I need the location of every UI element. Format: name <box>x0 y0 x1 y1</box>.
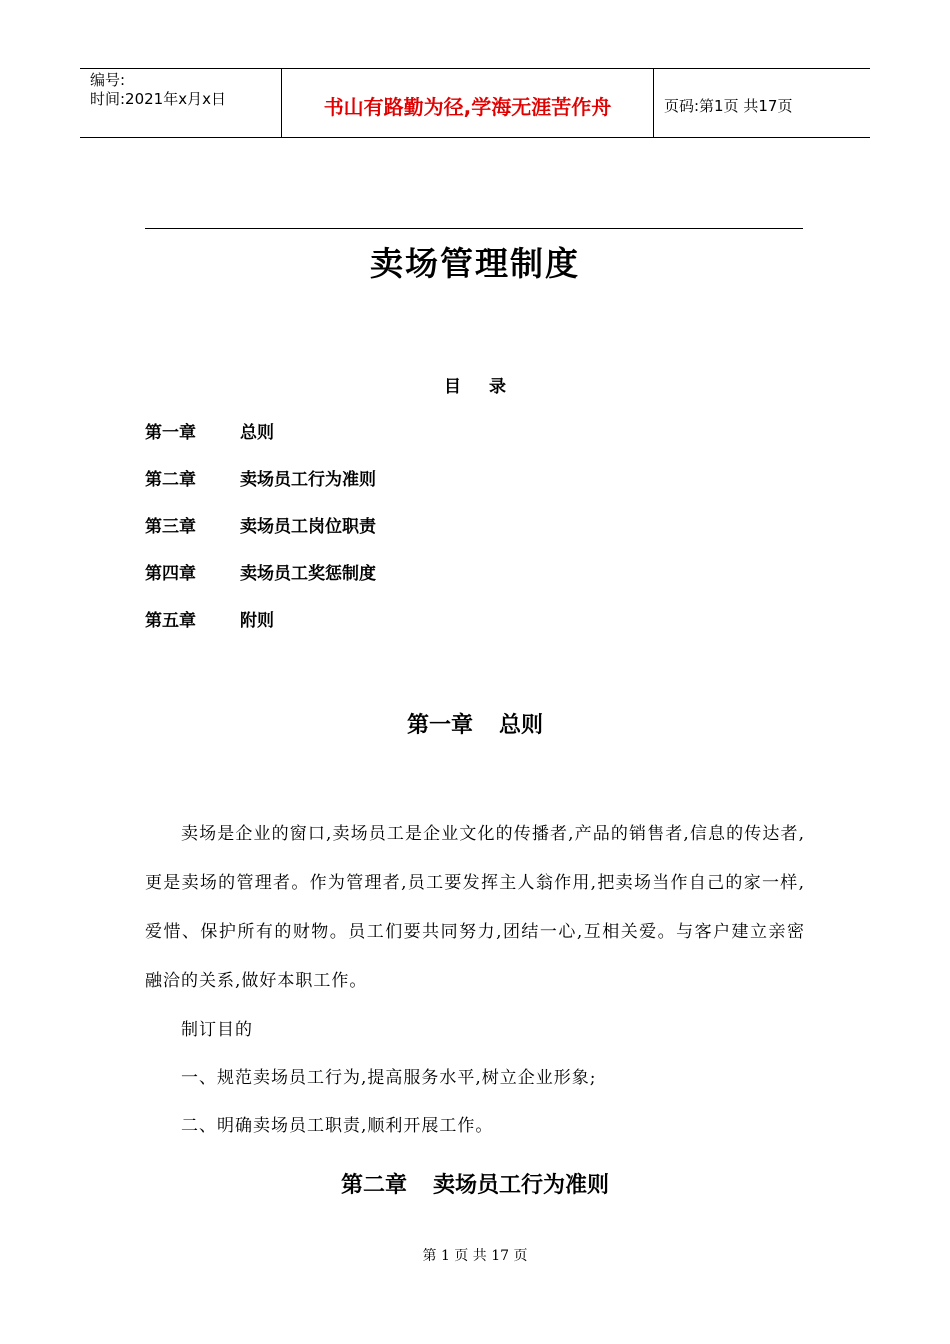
chapter2-heading <box>0 1168 950 1199</box>
toc-chapter-title: 总则 <box>240 423 274 443</box>
toc-chapter-title: 卖场员工岗位职责 <box>240 517 376 537</box>
purpose-item-1: 一、规范卖场员工行为,提高服务水平,树立企业形象; <box>181 1068 597 1088</box>
toc-item[interactable] <box>145 418 795 465</box>
chapter1-name: 总则 <box>499 712 544 738</box>
toc-chapter-number: 第二章 <box>145 470 196 490</box>
chapter1-heading <box>0 708 950 739</box>
toc-item[interactable] <box>145 606 795 653</box>
toc-chapter-title: 卖场员工奖惩制度 <box>240 564 376 584</box>
number-label: 编号: <box>90 71 126 89</box>
toc-chapter-title: 附则 <box>240 611 274 631</box>
purpose-item-2: 二、明确卖场员工职责,顺利开展工作。 <box>181 1116 494 1136</box>
toc-heading-part1: 目 <box>444 377 461 397</box>
chapter1-number: 第一章 <box>406 712 473 738</box>
chapter2-number: 第二章 <box>340 1172 407 1198</box>
purpose-heading: 制订目的 <box>181 1020 253 1040</box>
toc-chapter-title: 卖场员工行为准则 <box>240 470 376 490</box>
toc-item[interactable] <box>145 559 795 606</box>
toc-chapter-number: 第三章 <box>145 517 196 537</box>
page-header <box>80 68 870 138</box>
document-title: 卖场管理制度 <box>370 244 580 283</box>
toc-heading-part2: 录 <box>489 377 506 397</box>
toc-heading <box>0 372 950 397</box>
header-page-info: 页码:第1页 共17页 <box>664 96 793 115</box>
table-of-contents <box>145 418 795 653</box>
header-meta <box>80 69 281 137</box>
title-divider <box>145 228 803 229</box>
toc-item[interactable] <box>145 512 795 559</box>
toc-item[interactable] <box>145 465 795 512</box>
toc-chapter-number: 第一章 <box>145 423 196 443</box>
chapter1-paragraph: 卖场是企业的窗口,卖场员工是企业文化的传播者,产品的销售者,信息的传达者,更是卖场的管理者。作为管理者,员工要发挥主人翁作用,把卖场当作自己的家一样,爱惜、保护所有的财物。员工们要共同努力,团结一心,互相关爱。与客户建立亲密融洽的关系,做好本职工作。 <box>145 824 805 991</box>
date-label: 时间:2021年x月x日 <box>90 90 226 108</box>
chapter1-body <box>145 810 805 1150</box>
page-footer: 第 1 页 共 17 页 <box>422 1248 528 1264</box>
toc-chapter-number: 第四章 <box>145 564 196 584</box>
toc-chapter-number: 第五章 <box>145 611 196 631</box>
header-motto: 书山有路勤为径,学海无涯苦作舟 <box>281 69 654 137</box>
chapter2-name: 卖场员工行为准则 <box>433 1172 610 1198</box>
